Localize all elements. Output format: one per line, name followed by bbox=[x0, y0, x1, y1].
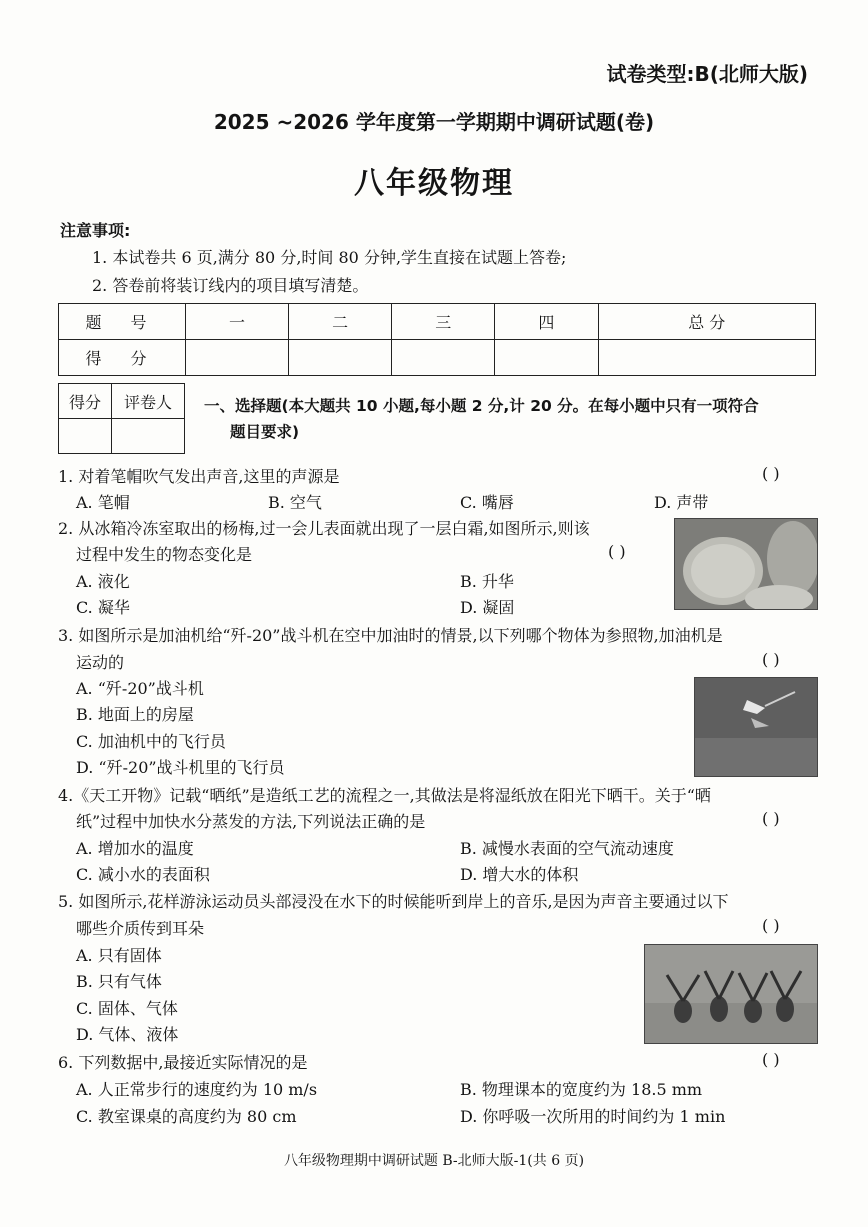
score-table-header-row bbox=[59, 304, 816, 340]
question-2-stem-line1: 2. 从冰箱冷冻室取出的杨梅,过一会儿表面就出现了一层白霜,如图所示,则该 bbox=[58, 519, 590, 538]
answer-paren-2[interactable]: ( ) bbox=[608, 542, 626, 561]
notice-item-2: 2. 答卷前将装订线内的项目填写清楚。 bbox=[92, 276, 369, 295]
q2-option-c: C. 凝华 bbox=[76, 598, 130, 617]
answer-paren-1[interactable]: ( ) bbox=[762, 464, 780, 483]
grader-box bbox=[58, 383, 185, 454]
question-5-stem-line2: 哪些介质传到耳朵 bbox=[76, 919, 205, 938]
score-cell-4[interactable] bbox=[495, 340, 598, 376]
score-row-label: 得 分 bbox=[59, 340, 186, 376]
q5-option-b: B. 只有气体 bbox=[76, 972, 162, 991]
q4-option-d: D. 增大水的体积 bbox=[460, 865, 579, 884]
q3-option-d: D. “歼-20”战斗机里的飞行员 bbox=[76, 758, 285, 777]
grader-score-cell[interactable] bbox=[59, 419, 112, 454]
q1-option-b: B. 空气 bbox=[268, 493, 322, 512]
score-table-cell: 二 bbox=[289, 304, 392, 340]
q3-option-c: C. 加油机中的飞行员 bbox=[76, 732, 226, 751]
question-3-stem-line1: 3. 如图所示是加油机给“歼-20”战斗机在空中加油时的情景,以下列哪个物体为参照物,加油机是 bbox=[58, 626, 723, 645]
score-table-cell: 题 号 bbox=[59, 304, 186, 340]
score-table-cell: 一 bbox=[186, 304, 289, 340]
section-1-title bbox=[204, 393, 820, 445]
q3-option-a: A. “歼-20”战斗机 bbox=[76, 679, 204, 698]
q6-option-a: A. 人正常步行的速度约为 10 m/s bbox=[76, 1080, 318, 1099]
question-4-stem-line1: 4.《天工开物》记载“晒纸”是造纸工艺的流程之一,其做法是将湿纸放在阳光下晒干。关于“晒 bbox=[58, 786, 711, 805]
q4-option-a: A. 增加水的温度 bbox=[76, 839, 194, 858]
q5-option-c: C. 固体、气体 bbox=[76, 999, 178, 1018]
score-table bbox=[58, 303, 816, 376]
q1-option-a: A. 笔帽 bbox=[76, 493, 130, 512]
q4-option-b: B. 减慢水表面的空气流动速度 bbox=[460, 839, 674, 858]
answer-paren-5[interactable]: ( ) bbox=[762, 916, 780, 935]
notice-item-1: 1. 本试卷共 6 页,满分 80 分,时间 80 分钟,学生直接在试题上答卷; bbox=[92, 248, 567, 267]
grader-name-cell[interactable] bbox=[112, 419, 185, 454]
question-1-stem: 1. 对着笔帽吹气发出声音,这里的声源是 bbox=[58, 467, 340, 486]
q5-option-a: A. 只有固体 bbox=[76, 946, 162, 965]
bayberry-illustration bbox=[675, 519, 817, 609]
answer-paren-4[interactable]: ( ) bbox=[762, 809, 780, 828]
answer-paren-3[interactable]: ( ) bbox=[762, 650, 780, 669]
q6-option-d: D. 你呼吸一次所用的时间约为 1 min bbox=[460, 1107, 726, 1126]
score-table-score-row bbox=[59, 340, 816, 376]
synchronized-swimming-photo bbox=[644, 944, 818, 1044]
q5-option-d: D. 气体、液体 bbox=[76, 1025, 179, 1044]
subject-title: 八年级物理 bbox=[354, 166, 514, 201]
swimmers-illustration bbox=[645, 945, 817, 1043]
score-table-cell: 四 bbox=[495, 304, 598, 340]
section-1-title-line2: 题目要求) bbox=[230, 423, 300, 441]
aerial-refueling-photo bbox=[694, 677, 818, 777]
question-4-stem-line2: 纸”过程中加快水分蒸发的方法,下列说法正确的是 bbox=[76, 812, 426, 831]
q2-option-d: D. 凝固 bbox=[460, 598, 515, 617]
score-cell-1[interactable] bbox=[186, 340, 289, 376]
q3-option-b: B. 地面上的房屋 bbox=[76, 705, 194, 724]
q1-option-c: C. 嘴唇 bbox=[460, 493, 514, 512]
refueling-illustration bbox=[695, 678, 817, 776]
question-3-stem-line2: 运动的 bbox=[76, 653, 125, 672]
score-cell-total[interactable] bbox=[598, 340, 816, 376]
score-table-cell: 总 分 bbox=[598, 304, 816, 340]
notice-heading: 注意事项: bbox=[60, 221, 131, 240]
question-2-stem-line2: 过程中发生的物态变化是 bbox=[76, 545, 253, 564]
question-5-stem-line1: 5. 如图所示,花样游泳运动员头部浸没在水下的时候能听到岸上的音乐,是因为声音主要通过以下 bbox=[58, 892, 729, 911]
frosted-bayberry-photo bbox=[674, 518, 818, 610]
score-cell-2[interactable] bbox=[289, 340, 392, 376]
score-cell-3[interactable] bbox=[392, 340, 495, 376]
grader-name-label: 评卷人 bbox=[112, 384, 185, 419]
exam-title: 2025 ~2026 学年度第一学期期中调研试题(卷) bbox=[213, 110, 655, 134]
q6-option-c: C. 教室课桌的高度约为 80 cm bbox=[76, 1107, 297, 1126]
q1-option-d: D. 声带 bbox=[654, 493, 709, 512]
section-1-title-line1: 一、选择题(本大题共 10 小题,每小题 2 分,计 20 分。在每小题中只有一项符合 bbox=[204, 397, 759, 415]
answer-paren-6[interactable]: ( ) bbox=[762, 1050, 780, 1069]
q2-option-a: A. 液化 bbox=[76, 572, 130, 591]
q2-option-b: B. 升华 bbox=[460, 572, 514, 591]
question-6-stem: 6. 下列数据中,最接近实际情况的是 bbox=[58, 1053, 308, 1072]
paper-type: 试卷类型:B(北师大版) bbox=[606, 62, 808, 86]
grader-score-label: 得分 bbox=[59, 384, 112, 419]
q6-option-b: B. 物理课本的宽度约为 18.5 mm bbox=[460, 1080, 703, 1099]
q4-option-c: C. 减小水的表面积 bbox=[76, 865, 210, 884]
score-table-cell: 三 bbox=[392, 304, 495, 340]
page-footer: 八年级物理期中调研试题 B-北师大版-1(共 6 页) bbox=[283, 1153, 585, 1169]
